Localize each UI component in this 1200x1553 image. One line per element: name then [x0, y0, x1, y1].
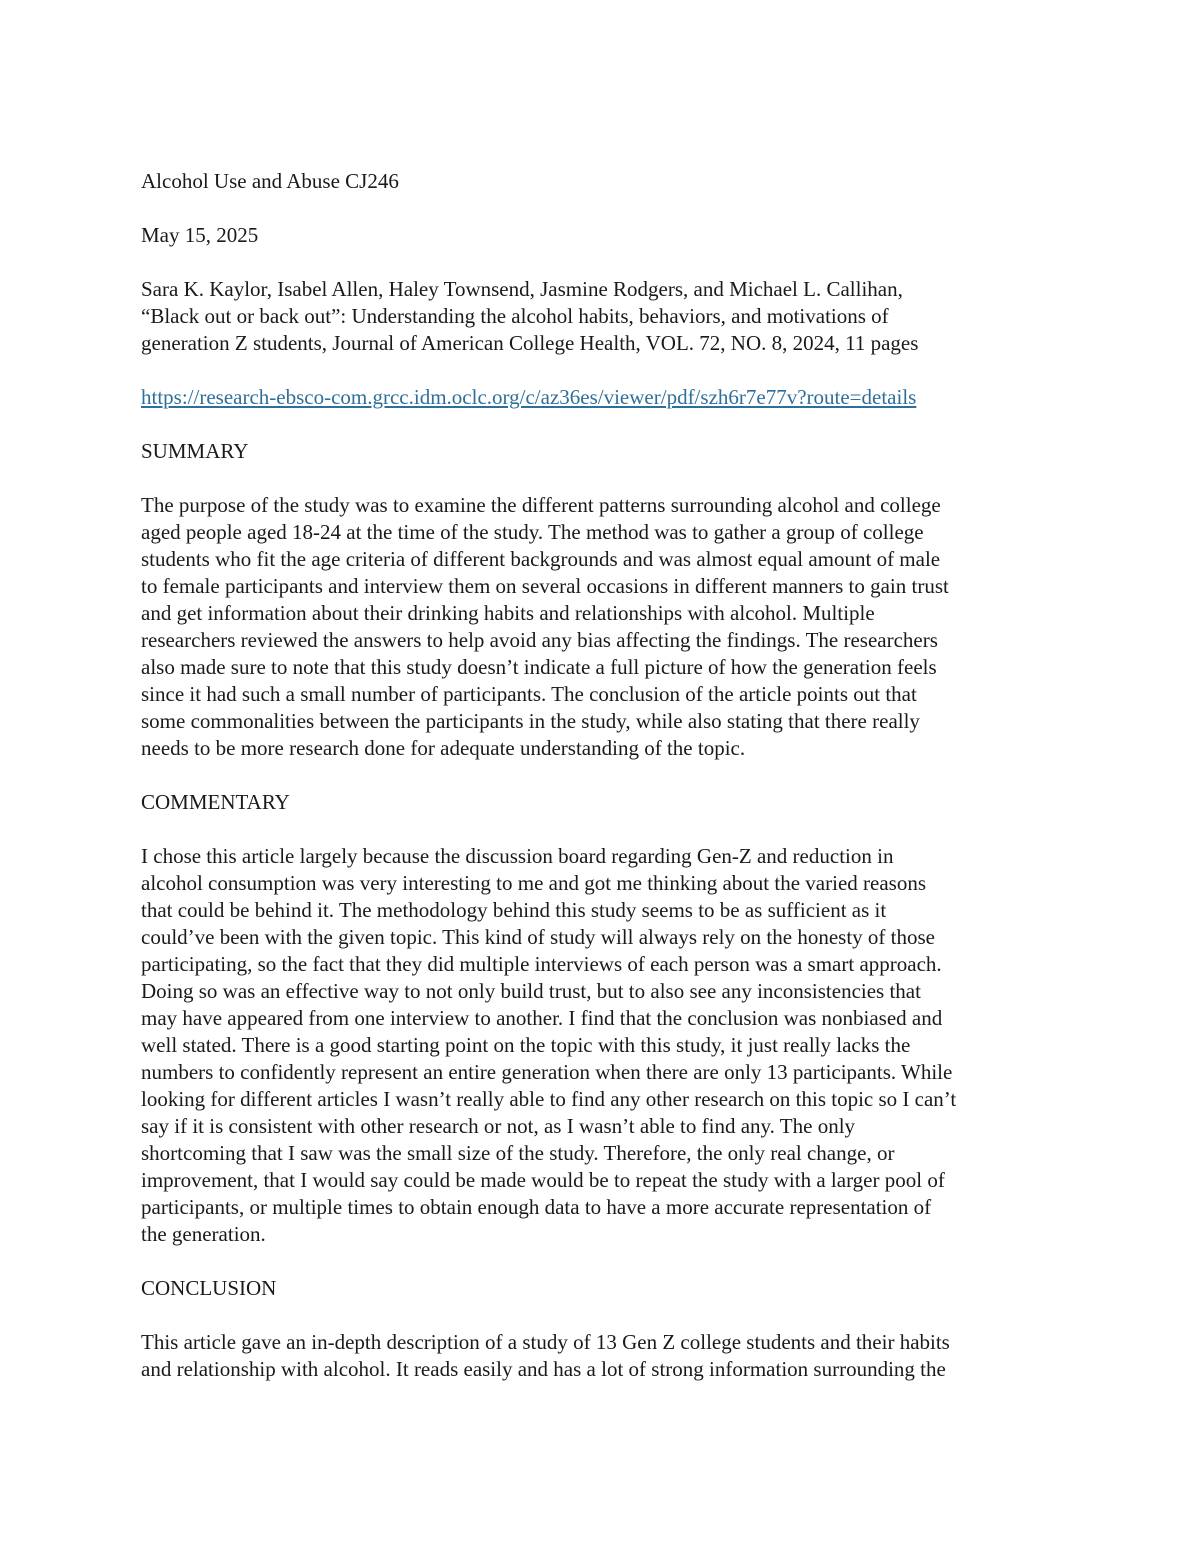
- commentary-paragraph: [141, 843, 1076, 1248]
- commentary-line: the generation.: [141, 1222, 266, 1246]
- commentary-line: I chose this article largely because the discussion board regarding Gen-Z and reduction in: [141, 844, 894, 868]
- conclusion-line: This article gave an in-depth description of a study of 13 Gen Z college students and their habits: [141, 1330, 950, 1354]
- conclusion-paragraph: [141, 1329, 1076, 1383]
- commentary-line: participating, so the fact that they did multiple interviews of each person was a smart approach.: [141, 952, 942, 976]
- conclusion-heading: CONCLUSION: [141, 1276, 277, 1300]
- commentary-line: well stated. There is a good starting point on the topic with this study, it just really lacks the: [141, 1033, 911, 1057]
- citation-line: Sara K. Kaylor, Isabel Allen, Haley Townsend, Jasmine Rodgers, and Michael L. Callihan,: [141, 277, 903, 301]
- commentary-line: say if it is consistent with other research or not, as I wasn’t able to find any. The only: [141, 1114, 856, 1138]
- summary-line: since it had such a small number of participants. The conclusion of the article points out that: [141, 682, 917, 706]
- commentary-heading: COMMENTARY: [141, 790, 290, 814]
- citation: [141, 276, 1076, 357]
- commentary-line: may have appeared from one interview to another. I find that the conclusion was nonbiased and: [141, 1006, 943, 1030]
- document-page: [141, 168, 1076, 1410]
- commentary-line: Doing so was an effective way to not only build trust, but to also see any inconsistencies that: [141, 979, 921, 1003]
- commentary-line: that could be behind it. The methodology behind this study seems to be as sufficient as it: [141, 898, 887, 922]
- commentary-line: alcohol consumption was very interesting to me and got me thinking about the varied reasons: [141, 871, 926, 895]
- commentary-line: looking for different articles I wasn’t really able to find any other research on this topic so I can’t: [141, 1087, 957, 1111]
- summary-line: some commonalities between the participants in the study, while also stating that there really: [141, 709, 920, 733]
- course-title: Alcohol Use and Abuse CJ246: [141, 169, 399, 193]
- summary-line: aged people aged 18-24 at the time of the study. The method was to gather a group of college: [141, 520, 924, 544]
- summary-line: students who fit the age criteria of different backgrounds and was almost equal amount of male: [141, 547, 941, 571]
- commentary-line: participants, or multiple times to obtain enough data to have a more accurate representation of: [141, 1195, 932, 1219]
- summary-line: also made sure to note that this study doesn’t indicate a full picture of how the generation feels: [141, 655, 937, 679]
- citation-line: “Black out or back out”: Understanding the alcohol habits, behaviors, and motivations of: [141, 304, 889, 328]
- citation-line: generation Z students, Journal of American College Health, VOL. 72, NO. 8, 2024, 11 pages: [141, 331, 919, 355]
- commentary-line: improvement, that I would say could be made would be to repeat the study with a larger pool of: [141, 1168, 945, 1192]
- summary-line: needs to be more research done for adequate understanding of the topic.: [141, 736, 746, 760]
- summary-line: to female participants and interview them on several occasions in different manners to gain trust: [141, 574, 949, 598]
- conclusion-line: and relationship with alcohol. It reads easily and has a lot of strong information surrounding the: [141, 1357, 946, 1381]
- commentary-line: shortcoming that I saw was the small size of the study. Therefore, the only real change, or: [141, 1141, 895, 1165]
- document-date: May 15, 2025: [141, 223, 259, 247]
- commentary-line: could’ve been with the given topic. This kind of study will always rely on the honesty of those: [141, 925, 935, 949]
- article-url-link[interactable]: https://research-ebsco-com.grcc.idm.oclc.org/c/az36es/viewer/pdf/szh6r7e77v?route=details: [141, 385, 917, 409]
- citation-url-row: [141, 384, 1076, 411]
- summary-line: researchers reviewed the answers to help avoid any bias affecting the findings. The researchers: [141, 628, 938, 652]
- commentary-line: numbers to confidently represent an entire generation when there are only 13 participants. While: [141, 1060, 953, 1084]
- summary-line: and get information about their drinking habits and relationships with alcohol. Multiple: [141, 601, 875, 625]
- summary-heading: SUMMARY: [141, 439, 249, 463]
- summary-paragraph: [141, 492, 1076, 762]
- summary-line: The purpose of the study was to examine the different patterns surrounding alcohol and college: [141, 493, 941, 517]
